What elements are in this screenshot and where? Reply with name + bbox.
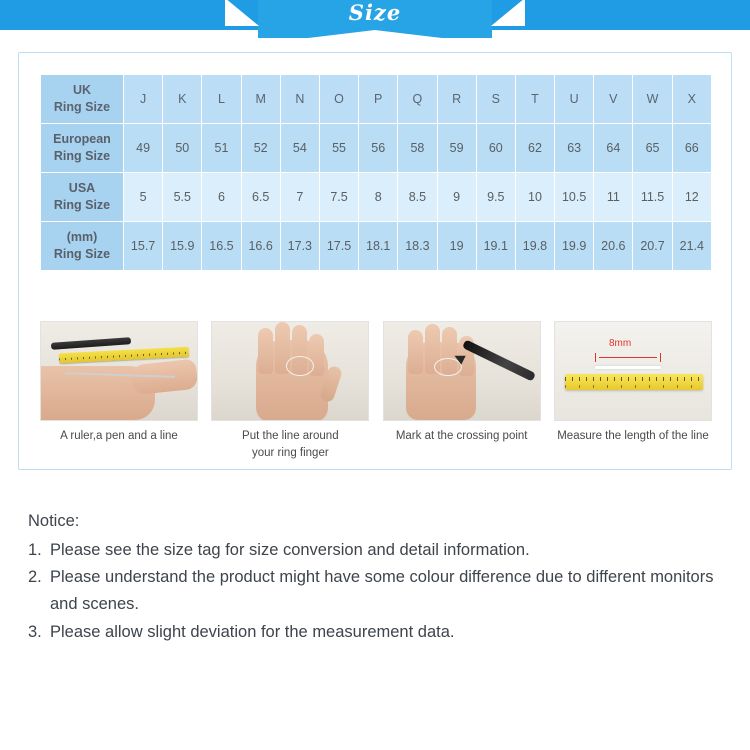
notice-section bbox=[28, 508, 728, 647]
step-3-caption: Mark at the crossing point bbox=[395, 430, 528, 442]
row-header-uk bbox=[41, 75, 124, 124]
cell: 12 bbox=[672, 173, 711, 222]
finger-shape bbox=[408, 330, 423, 374]
banner bbox=[0, 0, 750, 38]
cell: L bbox=[202, 75, 241, 124]
cell: 64 bbox=[594, 124, 633, 173]
cell: 8.5 bbox=[398, 173, 437, 222]
cell: X bbox=[672, 75, 711, 124]
row-header-mm-line1: (mm) bbox=[66, 230, 98, 245]
cell: R bbox=[437, 75, 476, 124]
cell: 16.5 bbox=[202, 222, 241, 271]
cell: 19.8 bbox=[515, 222, 554, 271]
cell: 11 bbox=[594, 173, 633, 222]
notice-item-number: 1. bbox=[28, 540, 42, 559]
cell: 16.6 bbox=[241, 222, 280, 271]
list-item bbox=[28, 564, 728, 617]
notice-item-text: Please allow slight deviation for the measurement data. bbox=[50, 622, 455, 641]
cell: 56 bbox=[359, 124, 398, 173]
cell: 6.5 bbox=[241, 173, 280, 222]
cell: K bbox=[163, 75, 202, 124]
cell: 15.9 bbox=[163, 222, 202, 271]
cell: 7 bbox=[280, 173, 319, 222]
row-header-european-line1: European bbox=[53, 132, 111, 147]
row-header-european bbox=[41, 124, 124, 173]
cell: 52 bbox=[241, 124, 280, 173]
cell: 50 bbox=[163, 124, 202, 173]
measure-label: 8mm bbox=[608, 338, 632, 349]
cell: W bbox=[633, 75, 672, 124]
cell: 66 bbox=[672, 124, 711, 173]
step-2-caption-line1: Put the line around bbox=[242, 430, 339, 442]
cell: T bbox=[515, 75, 554, 124]
cell: 51 bbox=[202, 124, 241, 173]
cell: 9.5 bbox=[476, 173, 515, 222]
step-3 bbox=[383, 321, 541, 461]
cell: 19 bbox=[437, 222, 476, 271]
hand-pen-mark-photo bbox=[383, 321, 541, 421]
cell: 18.3 bbox=[398, 222, 437, 271]
size-chart-card bbox=[18, 52, 732, 470]
list-item bbox=[28, 537, 728, 564]
cell: 10 bbox=[515, 173, 554, 222]
notice-list bbox=[28, 537, 728, 646]
cell: P bbox=[359, 75, 398, 124]
cell: 9 bbox=[437, 173, 476, 222]
step-4-caption: Measure the length of the line bbox=[557, 430, 709, 442]
cell: V bbox=[594, 75, 633, 124]
cell: 18.1 bbox=[359, 222, 398, 271]
step-2 bbox=[211, 321, 369, 461]
cell: 5 bbox=[124, 173, 163, 222]
row-header-usa-line1: USA bbox=[68, 181, 96, 196]
ruler-icon bbox=[565, 374, 703, 390]
cell: 21.4 bbox=[672, 222, 711, 271]
hand-thread-photo bbox=[211, 321, 369, 421]
cell: Q bbox=[398, 75, 437, 124]
cell: 19.9 bbox=[555, 222, 594, 271]
cell: 49 bbox=[124, 124, 163, 173]
row-header-european-line2: Ring Size bbox=[53, 149, 111, 163]
cell: 59 bbox=[437, 124, 476, 173]
cell: 17.3 bbox=[280, 222, 319, 271]
row-header-usa-line2: Ring Size bbox=[53, 198, 111, 212]
step-2-caption-line2: your ring finger bbox=[251, 446, 329, 459]
cell: J bbox=[124, 75, 163, 124]
step-4 bbox=[554, 321, 712, 461]
notice-item-text: Please see the size tag for size conversion and detail information. bbox=[50, 540, 530, 559]
cell: N bbox=[280, 75, 319, 124]
measure-arrow-icon bbox=[595, 353, 661, 362]
step-1 bbox=[40, 321, 198, 461]
notice-item-text: Please understand the product might have some colour difference due to different monitors and scenes. bbox=[50, 568, 714, 614]
row-header-mm bbox=[41, 222, 124, 271]
row-header-usa bbox=[41, 173, 124, 222]
cell: 11.5 bbox=[633, 173, 672, 222]
cell: 20.7 bbox=[633, 222, 672, 271]
ruler-pen-line-photo bbox=[40, 321, 198, 421]
page-title: Size bbox=[348, 0, 402, 25]
cell: 62 bbox=[515, 124, 554, 173]
table-row bbox=[41, 222, 712, 271]
cell: 10.5 bbox=[555, 173, 594, 222]
ring-size-table bbox=[40, 74, 712, 271]
cell: 58 bbox=[398, 124, 437, 173]
step-2-caption bbox=[211, 428, 369, 461]
photo-background bbox=[555, 322, 711, 420]
cell: 5.5 bbox=[163, 173, 202, 222]
table-row bbox=[41, 75, 712, 124]
notice-item-number: 2. bbox=[28, 568, 42, 587]
cell: 60 bbox=[476, 124, 515, 173]
list-item bbox=[28, 619, 728, 646]
cell: 63 bbox=[555, 124, 594, 173]
cell: S bbox=[476, 75, 515, 124]
cell: 20.6 bbox=[594, 222, 633, 271]
table-row bbox=[41, 173, 712, 222]
cell: 17.5 bbox=[319, 222, 358, 271]
cell: 19.1 bbox=[476, 222, 515, 271]
cell: M bbox=[241, 75, 280, 124]
row-header-uk-line2: Ring Size bbox=[53, 100, 111, 114]
row-header-uk-line1: UK bbox=[72, 83, 92, 98]
step-1-caption: A ruler,a pen and a line bbox=[60, 430, 178, 442]
cell: 6 bbox=[202, 173, 241, 222]
cell: 54 bbox=[280, 124, 319, 173]
notice-title: Notice: bbox=[28, 512, 80, 530]
measure-steps bbox=[40, 321, 712, 461]
cell: 55 bbox=[319, 124, 358, 173]
thread-line bbox=[595, 366, 661, 369]
table-row bbox=[41, 124, 712, 173]
row-header-mm-line2: Ring Size bbox=[53, 247, 111, 261]
cell: O bbox=[319, 75, 358, 124]
notice-item-number: 3. bbox=[28, 622, 42, 641]
cell: 65 bbox=[633, 124, 672, 173]
cell: 8 bbox=[359, 173, 398, 222]
cell: 7.5 bbox=[319, 173, 358, 222]
finger-shape bbox=[258, 328, 273, 374]
ruler-measure-photo bbox=[554, 321, 712, 421]
cell: U bbox=[555, 75, 594, 124]
cell: 15.7 bbox=[124, 222, 163, 271]
